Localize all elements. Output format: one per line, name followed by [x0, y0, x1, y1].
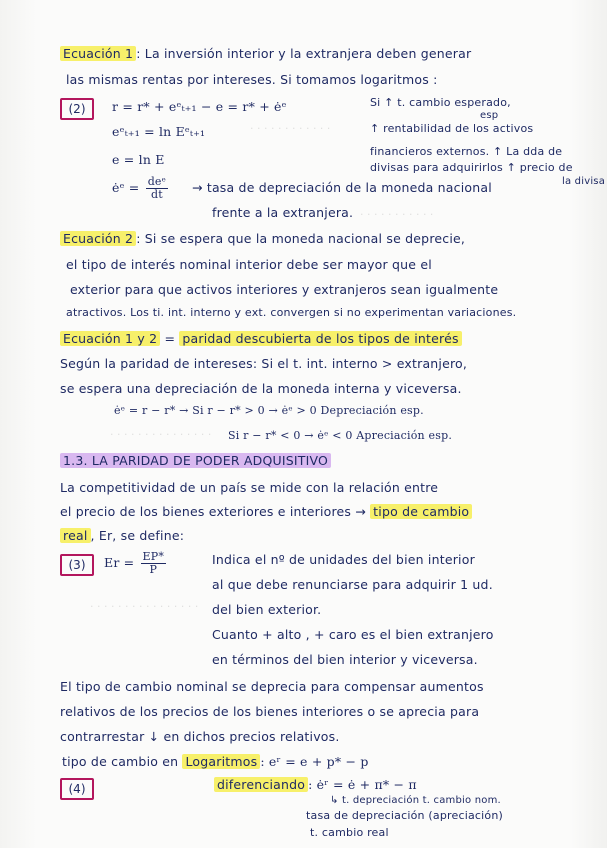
eq1-formula-a: r = r* + eᵉₜ₊₁ − e = r* + ėᵉ [112, 99, 287, 114]
s13-line-2: el precio de los bienes exteriores e interiores → tipo de cambio [60, 504, 472, 519]
s13-desc-1: Indica el nº de unidades del bien interior [212, 552, 475, 567]
s13-note-3: t. cambio real [310, 826, 389, 839]
s13-para-3: contrarrestar ↓ en dichos precios relativos. [60, 729, 340, 744]
section-heading: 1.3. LA PARIDAD DE PODER ADQUISITIVO [60, 453, 331, 468]
real-rate-formula: Er = $\frac{EP*}{P}$ [104, 550, 165, 576]
real-exchange-rate-term: tipo de cambio [370, 504, 472, 519]
s13-line-1: La competitividad de un país se mide con la relación entre [60, 480, 439, 495]
eq1-note-a-sub: esp [480, 110, 499, 121]
eq1-heading: Ecuación 1 [60, 46, 136, 61]
bleed-through-text: · · · · · · · · · · · · · · · · [90, 600, 199, 613]
s13-note-2: tasa de depreciación (apreciación) [306, 809, 504, 822]
eq2-line-1: Ecuación 2 : Si se espera que la moneda nacional se deprecie, [60, 231, 465, 246]
eq12-line-2: se espera una depreciación de la moneda interna y viceversa. [60, 381, 462, 396]
eq1-formula-b: eᵉₜ₊₁ = ln Eᵉₜ₊₁ [112, 124, 206, 139]
eq1-text-1: : La inversión interior y la extranjera deben generar [136, 46, 472, 61]
s13-heading-line [60, 453, 331, 468]
fraction: $\frac{EP*}{P}$ [142, 550, 165, 576]
eq1-text-2: las mismas rentas por intereses. Si tomamos logaritmos : [66, 72, 438, 87]
logarithms-term: Logaritmos [182, 754, 260, 769]
eq1-formula-d-desc: → tasa de depreciación de la moneda nacional [192, 180, 492, 195]
eq2-line-3: exterior para que activos interiores y extranjeros sean igualmente [70, 282, 499, 297]
eq12-line-heading: Ecuación 1 y 2 = paridad descubierta de los tipos de interés [60, 331, 462, 346]
s13-desc-2: al que debe renunciarse para adquirir 1 ud. [212, 577, 493, 592]
s13-note-1: ↳ t. depreciación t. cambio nom. [330, 795, 501, 806]
bleed-through-text: · · · · · · · · · · · · · · · [110, 428, 212, 441]
eq1-note-c: financieros externos. ↑ La dda de [370, 145, 563, 158]
eq1-formula-d: ėᵉ = $\frac{\text{deᵉ}}{dt}$ [112, 175, 167, 201]
equation-tag-4: (4) [60, 778, 94, 800]
eq2-line-4: atractivos. Los ti. int. interno y ext. convergen si no experimentan variaciones. [66, 306, 517, 319]
eq1-formula-c: e = ln E [112, 152, 165, 167]
eq12-heading: Ecuación 1 y 2 [60, 331, 160, 346]
s13-line-3: real , Er, se define: [60, 528, 184, 543]
bleed-through-text: · · · · · · · · · · · [360, 208, 434, 221]
equation-tag-3: (3) [60, 554, 94, 576]
equation-tag-2: (2) [60, 98, 94, 120]
eq2-line-2: el tipo de interés nominal interior debe ser mayor que el [66, 257, 432, 272]
s13-desc-3: del bien exterior. [212, 602, 322, 617]
eq12-line-1: Según la paridad de intereses: Si el t. int. interno > extranjero, [60, 356, 468, 371]
s13-desc-4: Cuanto + alto , + caro es el bien extranjero [212, 627, 494, 642]
eq1-line-2 [66, 72, 438, 87]
eq1-note-a: Si ↑ t. cambio esperado, [370, 96, 511, 109]
eq2-heading: Ecuación 2 [60, 231, 136, 246]
s13-para-2: relativos de los precios de los bienes interiores o se aprecia para [60, 704, 480, 719]
eq1-line-1 [60, 46, 471, 61]
bleed-through-text: · · · · · · · · · · · · [250, 122, 331, 135]
s13-para-1: El tipo de cambio nominal se deprecia para compensar aumentos [60, 679, 484, 694]
s13-desc-5: en términos del bien interior y viceversa. [212, 652, 478, 667]
differentiating-term: diferenciando [214, 777, 308, 792]
eq1-note-c3: la divisa [562, 176, 606, 187]
fraction: $\frac{\text{deᵉ}}{dt}$ [147, 175, 167, 201]
eq1-formula-d-desc-2: frente a la extranjera. [212, 205, 354, 220]
eq1-note-c2: divisas para adquirirlos ↑ precio de [370, 161, 573, 174]
eq1-note-b: ↑ rentabilidad de los activos [370, 122, 534, 135]
eq12-title: paridad descubierta de los tipos de interés [179, 331, 461, 346]
eq12-formula-1: ėᵉ = r − r* → Si r − r* > 0 → ėᵉ > 0 Depreciación esp. [114, 404, 424, 417]
s13-diff-line: diferenciando : ėʳ = ė + π* − π [214, 777, 417, 792]
s13-log-line: tipo de cambio en Logaritmos : eʳ = e + p* − p [62, 754, 369, 769]
real-term: real [60, 528, 91, 543]
eq12-formula-2: Si r − r* < 0 → ėᵉ < 0 Apreciación esp. [228, 429, 453, 442]
